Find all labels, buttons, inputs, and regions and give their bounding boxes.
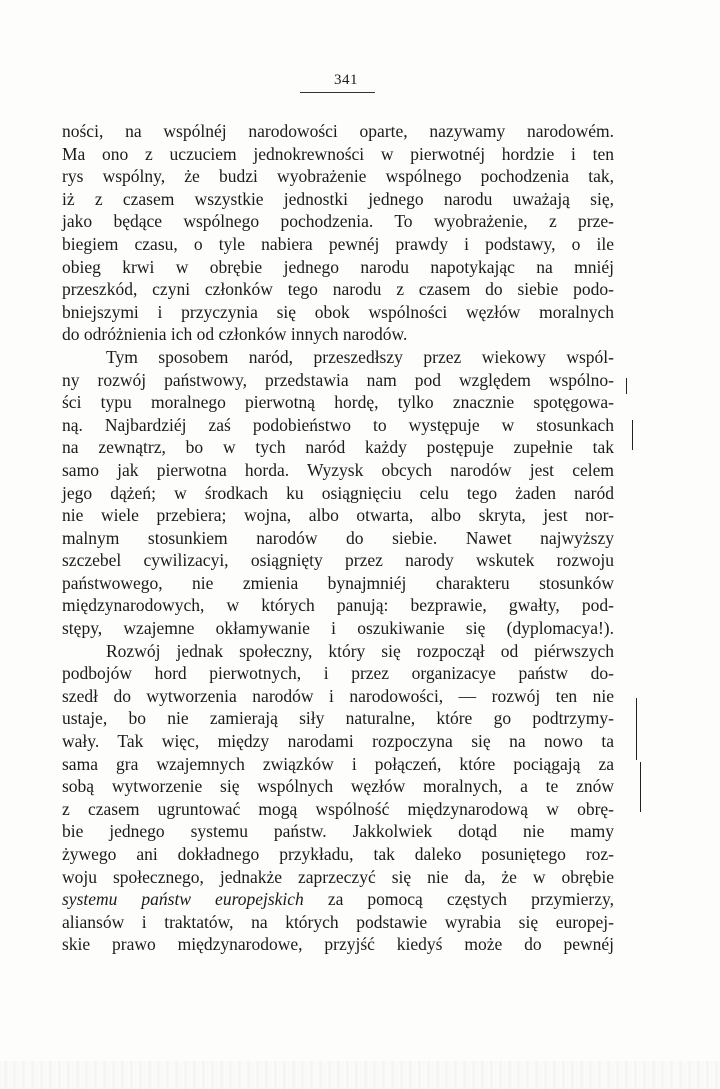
text-line: na zewnątrz, bo w tych naród każdy postępuje zupełnie tak xyxy=(62,437,614,458)
text-line: międzynarodowych, w których panują: bezprawie, gwałty, pod- xyxy=(62,595,614,616)
text-line: Ma ono z uczuciem jednokrewności w pierwotnéj hordzie i ten xyxy=(62,143,614,164)
scan-edge-noise xyxy=(0,1061,720,1089)
text-line: państwowego, nie zmienia bynajmniéj charakteru stosunków xyxy=(62,572,614,593)
text-line: biegiem czasu, o tyle nabiera pewnéj prawdy i podstawy, o ile xyxy=(62,233,614,254)
text-line: Rozwój jednak społeczny, który się rozpoczął od piérwszych xyxy=(106,640,614,661)
italic-phrase: systemu państw europejskich xyxy=(62,889,304,910)
page-number-rule xyxy=(300,92,375,93)
text-line: szedł do wytworzenia narodów i narodowości, — rozwój ten nie xyxy=(62,685,614,706)
page-number: 341 xyxy=(334,72,358,88)
text-line: iż z czasem wszystkie jednostki jednego narodu uważają się, xyxy=(62,188,614,209)
text-line: obieg krwi w obrębie jednego narodu napotykając na mniéj xyxy=(62,256,614,277)
text-line: Tym sposobem naród, przeszedłszy przez wiekowy wspól- xyxy=(106,346,614,367)
text-line: jego dążeń; w środkach ku osiągnięciu celu tego żaden naród xyxy=(62,482,614,503)
text-line: ną. Najbardziéj zaś podobieństwo to występuje w stosunkach xyxy=(62,414,614,435)
text-line-italic-phrase xyxy=(62,888,614,911)
text-line: szczebel cywilizacyi, osiągnięty przez narody wskutek rozwoju xyxy=(62,550,614,571)
margin-pencil-mark xyxy=(636,698,637,760)
text-line: sama gra wzajemnych związków i połączeń, które pociągają za xyxy=(62,753,614,774)
text-line: ny rozwój państwowy, przedstawia nam pod względem wspólno- xyxy=(62,369,614,390)
text-span: za pomocą częstych przymierzy, xyxy=(303,889,614,910)
text-line: aliansów i traktatów, na których podstawie wyrabia się europej- xyxy=(62,911,614,932)
text-line: woju społecznego, jednakże zaprzeczyć się nie da, że w obrębie xyxy=(62,866,614,887)
paragraph-2 xyxy=(62,346,614,640)
text-line: do odróżnienia ich od członków innych narodów. xyxy=(62,324,408,345)
text-line: żywego ani dokładnego przykładu, tak daleko posuniętego roz- xyxy=(62,844,614,864)
text-line: samo jak pierwotna horda. Wyzysk obcych narodów jest celem xyxy=(62,459,614,480)
body-text xyxy=(62,120,614,956)
text-line: malnym stosunkiem narodów do siebie. Nawet najwyższy xyxy=(62,527,614,548)
text-line: bie jednego systemu państw. Jakkolwiek dotąd nie mamy xyxy=(62,821,614,842)
text-line: skie prawo międzynarodowe, przyjść kiedyś może do pewnéj xyxy=(62,934,614,955)
text-line: przeszkód, czyni członków tego narodu z czasem do siebie podo- xyxy=(62,279,614,300)
text-line: bniejszymi i przyczynia się obok wspólności węzłów moralnych xyxy=(62,301,614,322)
text-line: ustaje, bo nie zamierają siły naturalne, które go podtrzymy- xyxy=(62,708,614,729)
text-line: nie wiele przebiera; wojna, albo otwarta, albo skryta, jest nor- xyxy=(62,505,614,526)
text-line: jako będące wspólnego pochodzenia. To wyobrażenie, z prze- xyxy=(62,211,614,232)
margin-pencil-mark xyxy=(626,378,627,394)
text-line: ści typu moralnego pierwotną hordę, tylko znacznie spotęgowa- xyxy=(62,392,614,413)
text-line: rys wspólny, że budzi wyobrażenie wspólnego pochodzenia tak, xyxy=(62,166,614,187)
paragraph-1 xyxy=(62,120,614,346)
text-line: podbojów hord pierwotnych, i przez organizacye państw do- xyxy=(62,663,614,684)
paragraph-3 xyxy=(62,640,614,956)
text-line: sobą wytworzenie się wspólnych węzłów moralnych, a te znów xyxy=(62,776,614,797)
margin-pencil-mark xyxy=(640,762,641,812)
text-line: wały. Tak więc, między narodami rozpoczyna się na nowo ta xyxy=(62,731,614,752)
margin-pencil-mark xyxy=(632,420,633,450)
text-line: ności, na wspólnéj narodowości oparte, nazywamy narodowém. xyxy=(62,121,614,141)
text-line: z czasem ugruntować mogą wspólność międzynarodową w obrę- xyxy=(62,798,614,819)
text-line: stępy, wzajemne okłamywanie i oszukiwanie się (dyplomacya!). xyxy=(62,618,614,639)
